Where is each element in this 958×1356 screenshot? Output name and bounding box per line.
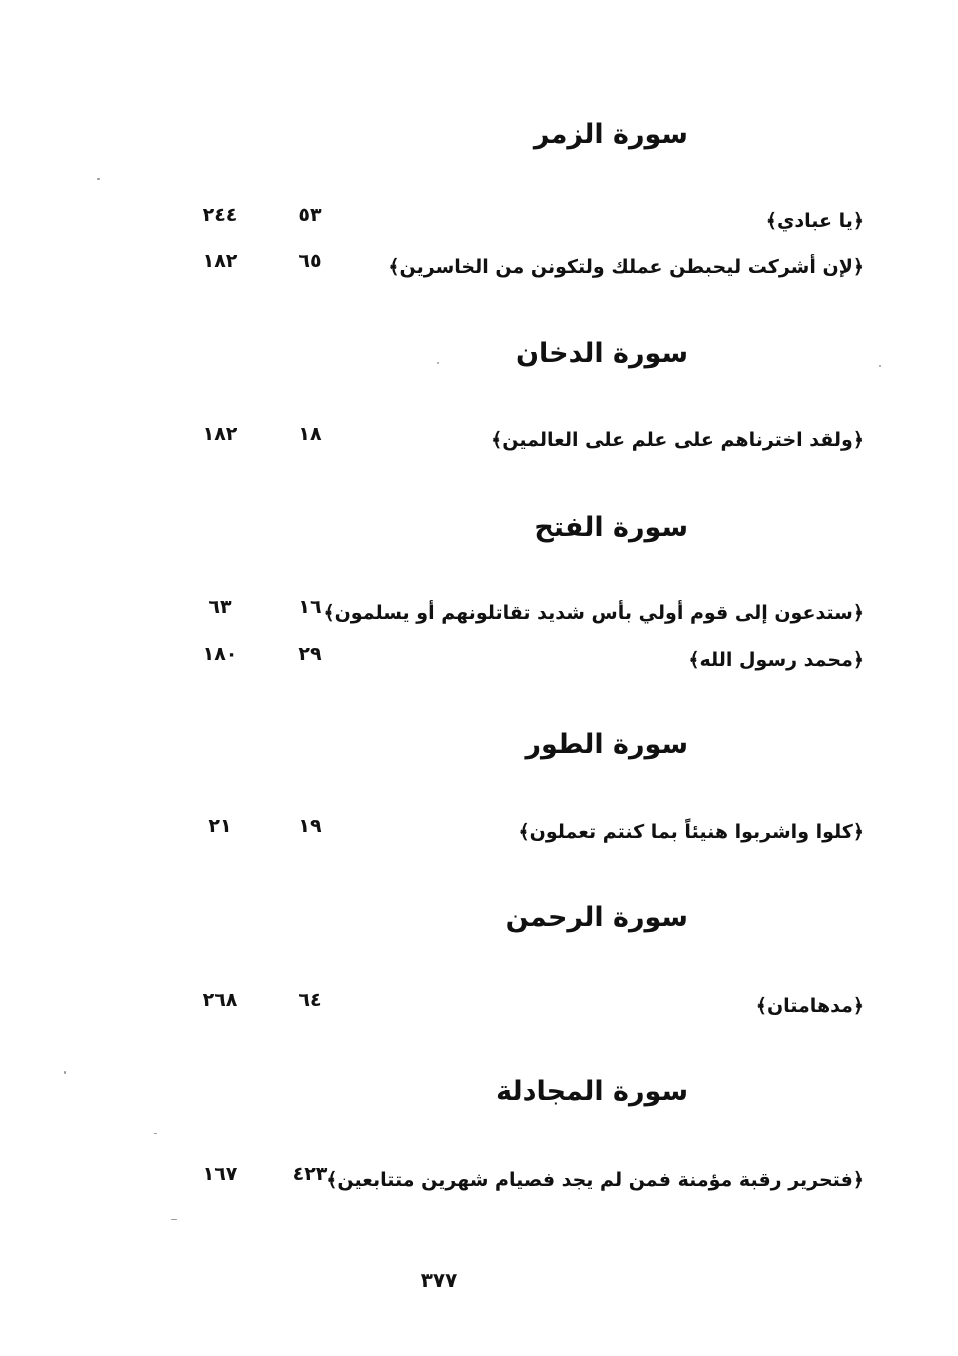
ayah-number: ٤٢٣ [292,1163,328,1185]
bracket-close: ﴾ [388,256,400,278]
verse-quote: كلوا واشربوا هنيئاً بما كنتم تعملون [529,821,853,843]
bracket-open: ﴿ [852,1169,864,1191]
bracket-open: ﴿ [852,210,864,232]
surah-title-tur: سورة الطور [525,729,688,760]
page-number: ٣٧٧ [420,1268,458,1292]
ayah-number: ١٨ [298,423,322,445]
ayah-number: ٢٩ [298,643,322,665]
page-reference: ١٨٢ [202,423,238,445]
bracket-close: ﴾ [491,429,503,451]
bracket-close: ﴾ [326,1169,338,1191]
verse-quote: محمد رسول الله [699,649,853,671]
scan-speck [879,365,881,367]
page-reference: ١٨٠ [202,643,238,665]
bracket-close: ﴾ [755,995,767,1017]
scan-speck [97,178,100,180]
bracket-open: ﴿ [852,429,864,451]
bracket-close: ﴾ [518,821,530,843]
surah-title-rahman: سورة الرحمن [505,902,688,933]
bracket-close: ﴾ [765,210,777,232]
page-reference: ٦٣ [208,596,232,618]
bracket-open: ﴿ [852,821,864,843]
verse-entry [0,1163,958,1199]
verse-text [388,256,864,279]
surah-title-dukhan: سورة الدخان [516,338,688,369]
verse-entry [0,250,958,286]
page-reference: ٢٤٤ [202,204,238,226]
surah-title-mujadila: سورة المجادلة [496,1076,688,1107]
scan-speck [64,1071,66,1074]
bracket-open: ﴿ [852,256,864,278]
ayah-number: ١٩ [298,815,322,837]
page-reference: ٢٦٨ [202,989,238,1011]
surah-title-zumar: سورة الزمر [533,119,688,150]
verse-quote: فتحرير رقبة مؤمنة فمن لم يجد فصيام شهرين متتابعين [337,1169,853,1191]
page-reference: ٢١ [208,815,232,837]
verse-text [519,821,865,844]
ayah-number: ١٦ [298,596,322,618]
verse-text [326,1169,864,1192]
bracket-open: ﴿ [852,602,864,624]
bracket-close: ﴾ [688,649,700,671]
surah-title-fath: سورة الفتح [534,512,688,543]
verse-quote: يا عبادي [776,210,853,232]
verse-text [756,995,864,1018]
verse-text [491,429,864,452]
verse-entry [0,596,958,632]
verse-quote: مدهامتان [766,995,853,1017]
bracket-open: ﴿ [852,995,864,1017]
verse-text [323,602,864,625]
ayah-number: ٦٤ [298,989,322,1011]
ayah-number: ٥٣ [298,204,322,226]
bracket-close: ﴾ [323,602,335,624]
verse-text [766,210,864,233]
scan-speck [437,362,439,364]
verse-text [688,649,864,672]
bracket-open: ﴿ [852,649,864,671]
page-reference: ١٨٢ [202,250,238,272]
verse-quote: ولقد اخترناهم على علم على العالمين [502,429,853,451]
verse-quote: لإن أشركت ليحبطن عملك ولتكونن من الخاسرين [399,256,853,278]
scan-speck [171,1219,177,1220]
page-reference: ١٦٧ [202,1163,238,1185]
verse-quote: ستدعون إلى قوم أولي بأس شديد تقاتلونهم أو يسلمون [334,602,853,624]
verse-entry [0,204,958,240]
verse-entry [0,423,958,459]
verse-entry [0,989,958,1025]
verse-entry [0,815,958,851]
scan-speck [154,1133,157,1134]
verse-entry [0,643,958,679]
ayah-number: ٦٥ [298,250,322,272]
